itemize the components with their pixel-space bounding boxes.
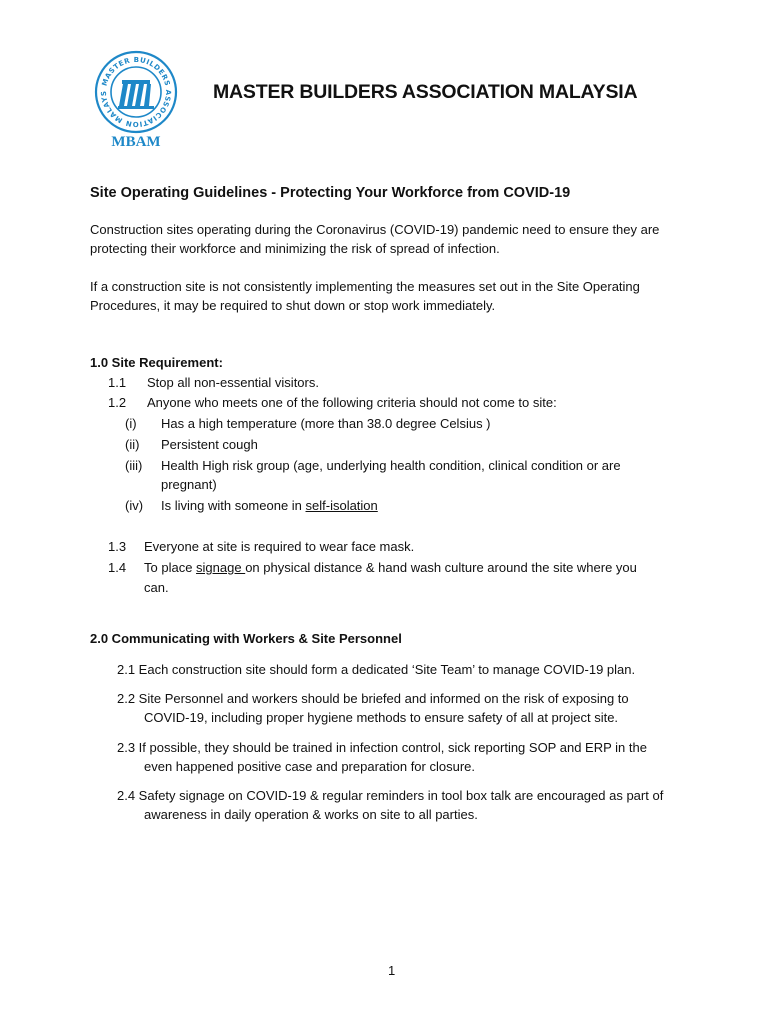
section-2-item-2-3: 2.3 If possible, they should be trained in infection control, sick reporting SOP and ERP in the [117,740,647,755]
list-item-1-2 [0,394,768,412]
section-2-item-2-1: 2.1 Each construction site should form a dedicated ‘Site Team’ to manage COVID-19 plan. [117,662,636,677]
list-item-number: 1.4 [108,560,127,575]
criteria-text-prefix: Is living with someone in [161,498,306,513]
intro-paragraph-2-line-1: If a construction site is not consistently implementing the measures set out in the Site Operating [90,279,640,294]
list-item-number: 1.3 [108,539,127,554]
criteria-number: (iii) [125,458,143,473]
criteria-number: (i) [125,416,137,431]
page-number: 1 [388,963,396,978]
list-item-text [144,559,637,577]
list-item-number: 1.2 [108,395,127,410]
criteria-text-continued: pregnant) [161,477,217,492]
mbam-emblem [94,50,178,150]
list-item-1-3 [0,538,768,556]
section-2-item-2-4: 2.4 Safety signage on COVID-19 & regular reminders in tool box talk are encouraged as part of [117,788,664,803]
logo-ring-text: MASTER BUILDERS ASSOCIATION MALAYS [99,55,173,129]
criteria-item-iii [0,457,768,493]
criteria-text: Has a high temperature (more than 38.0 degree Celsius ) [161,416,491,431]
mbam-logo [94,50,178,150]
list-item-text: Anyone who meets one of the following criteria should not come to site: [147,395,557,410]
criteria-text: Persistent cough [161,437,258,452]
list-item-number: 1.1 [108,375,127,390]
intro-paragraph-1-line-1: Construction sites operating during the Coronavirus (COVID-19) pandemic need to ensure they are [90,222,660,237]
section-2-item-2-2-continued: COVID-19, including proper hygiene methods to ensure safety of all at project site. [144,710,619,725]
section-1-heading: 1.0 Site Requirement: [90,355,223,370]
logo-abbrev: MBAM [111,134,161,150]
intro-paragraph-2-line-2: Procedures, it may be required to shut down or stop work immediately. [90,298,496,313]
document-subtitle: Site Operating Guidelines - Protecting Your Workforce from COVID-19 [90,185,571,201]
list-item-1-1 [0,374,768,392]
intro-paragraph-1-line-2: protecting their workforce and minimizing the risk of spread of infection. [90,241,500,256]
criteria-number: (iv) [125,498,144,513]
section-2-item-2-4-continued: awareness in daily operation & works on site to all parties. [144,807,478,822]
criteria-text [161,497,378,515]
list-item-text-prefix: To place [144,560,197,575]
section-2-item-2-2: 2.2 Site Personnel and workers should be briefed and informed on the risk of exposing to [117,691,629,706]
list-item-text: Everyone at site is required to wear face mask. [144,539,415,554]
list-item-text-continued: can. [144,580,169,595]
section-2-heading: 2.0 Communicating with Workers & Site Personnel [90,631,402,646]
self-isolation-term: self-isolation [305,498,378,513]
section-2-item-2-3-continued: even happened positive case and preparation for closure. [144,759,475,774]
criteria-number: (ii) [125,437,140,452]
criteria-text: Health High risk group (age, underlying health condition, clinical condition or are [161,458,621,473]
org-title: MASTER BUILDERS ASSOCIATION MALAYSIA [213,81,638,103]
criteria-item-ii [0,436,768,454]
list-item-text-suffix: on physical distance & hand wash culture around the site where you [245,560,637,575]
logo-pillars-icon [118,80,154,109]
signage-term: signage [196,560,246,575]
criteria-item-i [0,415,768,433]
list-item-text: Stop all non-essential visitors. [147,375,319,390]
list-item-1-4 [0,559,768,597]
criteria-item-iv [0,497,768,515]
